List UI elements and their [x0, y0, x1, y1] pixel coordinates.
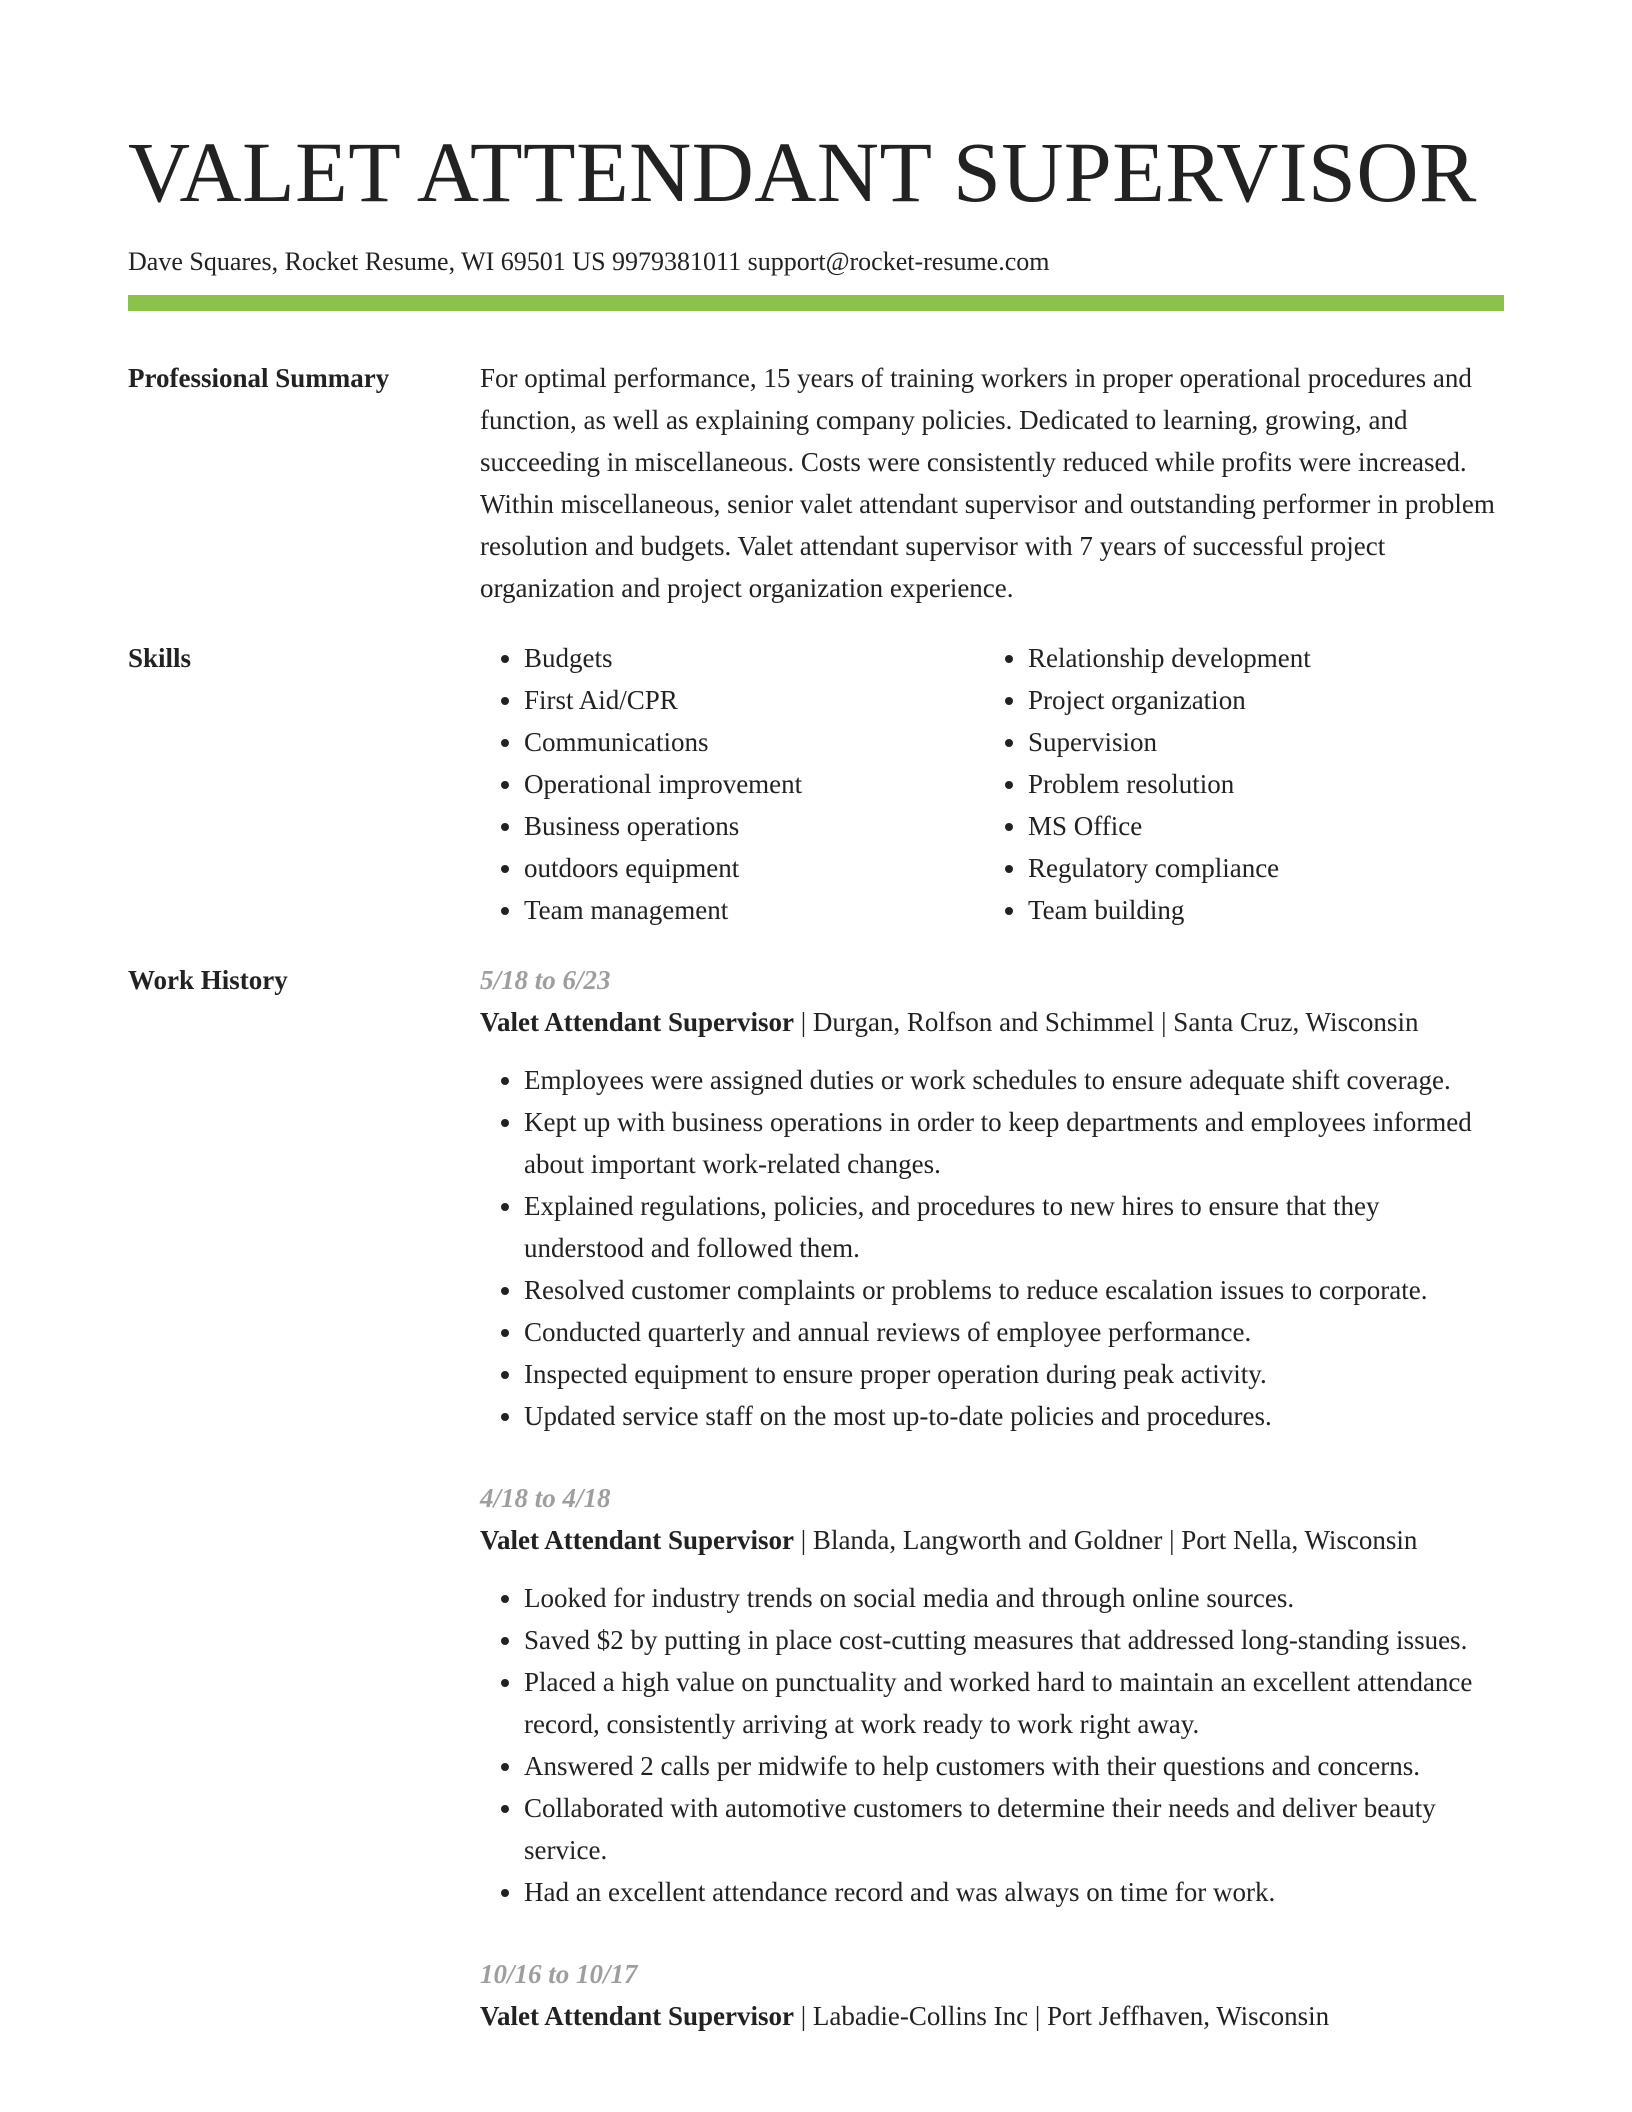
resume-name: VALET ATTENDANT SUPERVISOR: [128, 124, 1477, 220]
section-title-summary: Professional Summary: [128, 363, 390, 393]
job-bullet: • Saved $2 by putting in place cost-cutting measures that addressed long-standing issues.: [524, 1619, 1504, 1661]
skills-grid: [480, 637, 1504, 931]
job-entry: [480, 959, 1504, 1437]
skill-item: • Supervision: [1028, 721, 1488, 763]
job-heading: [480, 1001, 1504, 1043]
job-bullet: • Collaborated with automotive customers to determine their needs and deliver beauty service.: [524, 1787, 1504, 1871]
job-title: Valet Attendant Supervisor: [480, 1007, 795, 1037]
job-title: Valet Attendant Supervisor: [480, 2001, 795, 2031]
job-bullets: [480, 1577, 1504, 1913]
skill-item: • Relationship development: [1028, 637, 1488, 679]
skill-item: • Communications: [524, 721, 984, 763]
skills-body: [480, 637, 1504, 931]
job-details: | Labadie-Collins Inc | Port Jeffhaven, Wisconsin: [794, 2001, 1330, 2031]
section-title-work-history: Work History: [128, 965, 288, 995]
section-work-history: [128, 959, 1504, 2037]
contact-line: Dave Squares, Rocket Resume, WI 69501 US 9979381011 support@rocket-resume.com: [128, 247, 1050, 276]
skills-column-right: [984, 637, 1488, 931]
skill-item: • outdoors equipment: [524, 847, 984, 889]
skill-item: • First Aid/CPR: [524, 679, 984, 721]
work-history-body: [480, 959, 1504, 2037]
job-bullet: • Placed a high value on punctuality and worked hard to maintain an excellent attendance record, consistently arriving at work ready to work right away.: [524, 1661, 1504, 1745]
job-heading: [480, 1995, 1504, 2037]
skill-item: • Project organization: [1028, 679, 1488, 721]
skill-item: • Problem resolution: [1028, 763, 1488, 805]
job-bullet: • Answered 2 calls per midwife to help customers with their questions and concerns.: [524, 1745, 1504, 1787]
job-details: | Blanda, Langworth and Goldner | Port Nella, Wisconsin: [794, 1525, 1418, 1555]
job-bullet: • Looked for industry trends on social media and through online sources.: [524, 1577, 1504, 1619]
summary-body: [480, 357, 1504, 609]
job-bullets: [480, 1059, 1504, 1437]
job-dates: 10/16 to 10/17: [480, 1959, 638, 1989]
skill-item: • Operational improvement: [524, 763, 984, 805]
skills-column-left: [480, 637, 984, 931]
job-bullet: • Updated service staff on the most up-to-date policies and procedures.: [524, 1395, 1504, 1437]
job-bullet: • Employees were assigned duties or work schedules to ensure adequate shift coverage.: [524, 1059, 1504, 1101]
job-title: Valet Attendant Supervisor: [480, 1525, 795, 1555]
resume-page: [128, 0, 1504, 2037]
job-heading: [480, 1519, 1504, 1561]
job-bullet: • Inspected equipment to ensure proper operation during peak activity.: [524, 1353, 1504, 1395]
summary-text: For optimal performance, 15 years of training workers in proper operational procedures and function, as well as explaining company policies. Dedicated to learning, growing, and succeeding in miscellaneous. Costs were consistently reduced while profits were increased. Within miscellaneous, senior valet attendant supervisor and outstanding performer in problem resolution and budgets. Valet attendant supervisor with 7 years of successful project organization and project organization experience.: [480, 363, 1495, 603]
job-dates: 4/18 to 4/18: [480, 1483, 611, 1513]
job-bullet: • Kept up with business operations in order to keep departments and employees informed about important work-related changes.: [524, 1101, 1504, 1185]
section-professional-summary: [128, 357, 1504, 609]
skill-item: • MS Office: [1028, 805, 1488, 847]
section-skills: [128, 637, 1504, 931]
job-bullet: • Resolved customer complaints or problems to reduce escalation issues to corporate.: [524, 1269, 1504, 1311]
skill-item: • Budgets: [524, 637, 984, 679]
job-bullet: • Explained regulations, policies, and procedures to new hires to ensure that they understood and followed them.: [524, 1185, 1504, 1269]
job-details: | Durgan, Rolfson and Schimmel | Santa Cruz, Wisconsin: [794, 1007, 1419, 1037]
skill-item: • Team management: [524, 889, 984, 931]
skill-item: • Business operations: [524, 805, 984, 847]
skill-item: • Team building: [1028, 889, 1488, 931]
accent-divider: [128, 295, 1504, 311]
job-bullet: • Had an excellent attendance record and was always on time for work.: [524, 1871, 1504, 1913]
skill-item: • Regulatory compliance: [1028, 847, 1488, 889]
job-entry: [480, 1477, 1504, 1913]
job-entry: [480, 1953, 1504, 2037]
job-bullet: • Conducted quarterly and annual reviews of employee performance.: [524, 1311, 1504, 1353]
section-title-skills: Skills: [128, 643, 192, 673]
job-dates: 5/18 to 6/23: [480, 965, 611, 995]
